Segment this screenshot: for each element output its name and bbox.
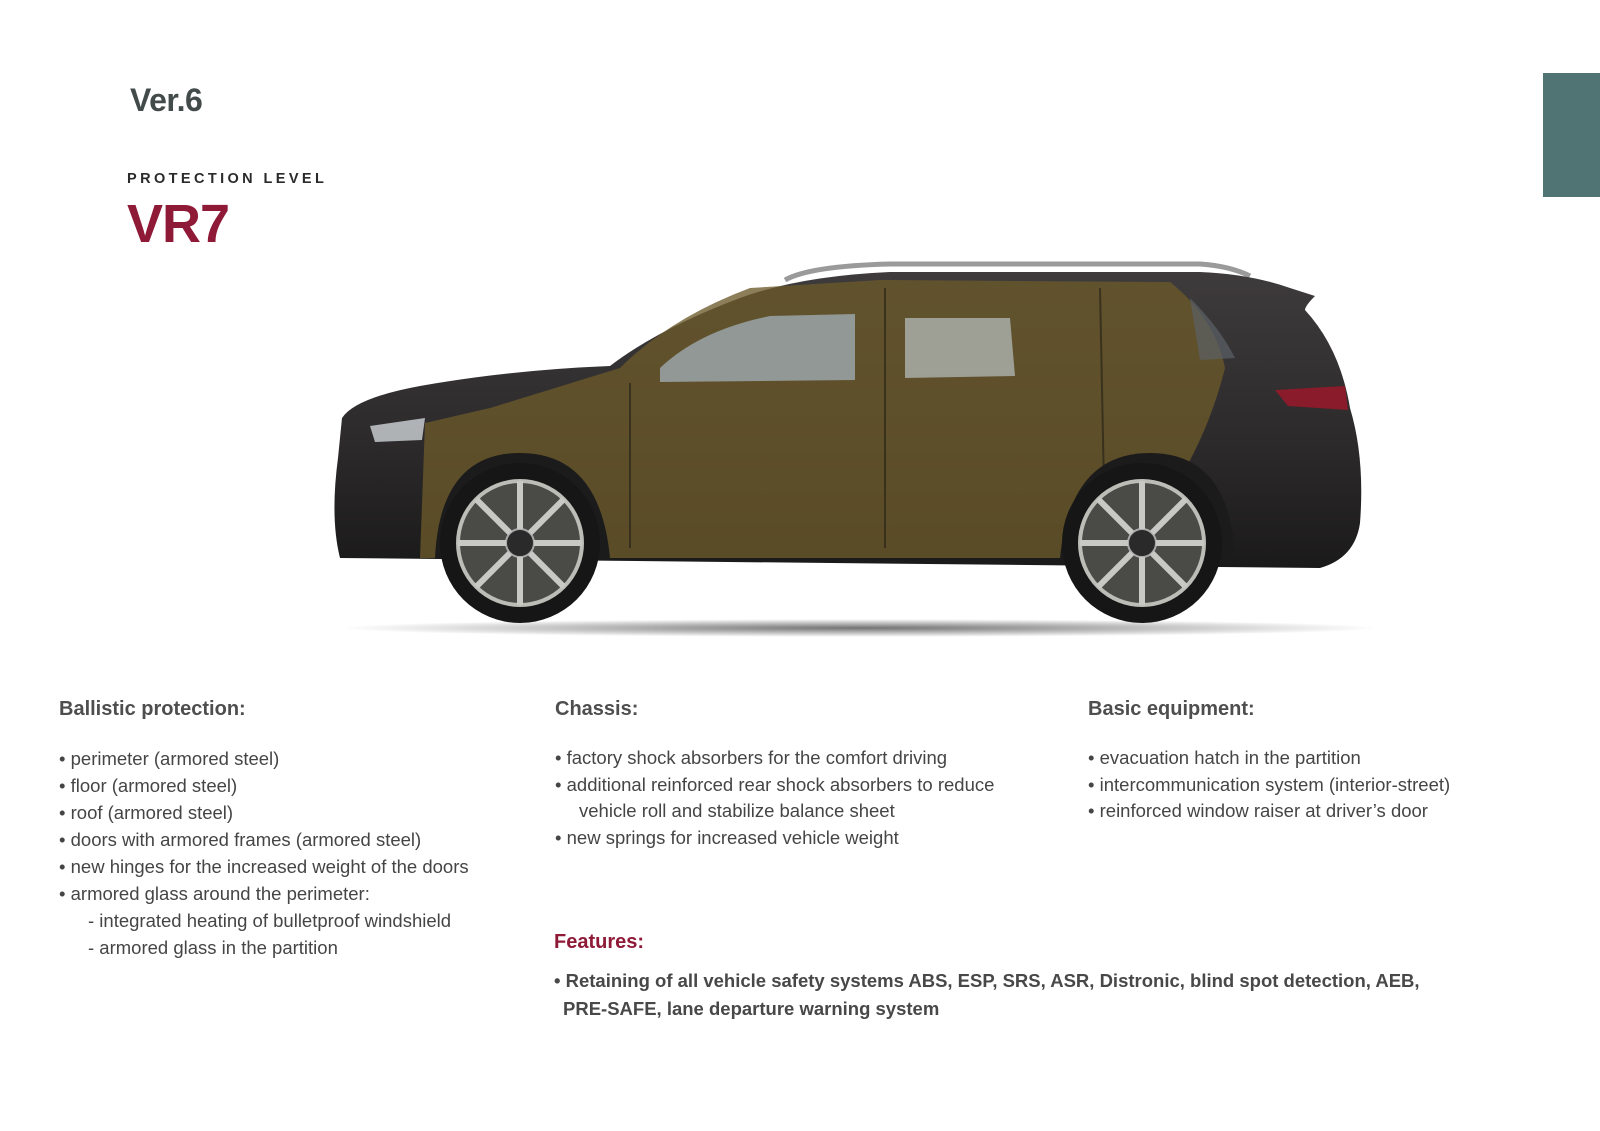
basic-equipment-title: Basic equipment: xyxy=(1088,698,1255,720)
list-item: • additional reinforced rear shock absorbers to reduce xyxy=(555,773,995,795)
armored-suv-illustration xyxy=(330,258,1400,648)
list-item: • doors with armored frames (armored steel) xyxy=(59,829,422,850)
list-item: • armored glass around the perimeter: xyxy=(59,883,370,904)
version-label: Ver.6 xyxy=(130,82,203,118)
side-accent-tab xyxy=(1543,73,1600,197)
list-item: • new springs for increased vehicle weight xyxy=(555,826,899,848)
list-item: • new hinges for the increased weight of the doors xyxy=(59,856,469,877)
protection-level-value: VR7 xyxy=(127,194,230,254)
list-item: • roof (armored steel) xyxy=(59,802,234,823)
list-item: • reinforced window raiser at driver’s door xyxy=(1088,800,1428,821)
ballistic-protection-section xyxy=(59,697,469,961)
protection-level-label: PROTECTION LEVEL xyxy=(127,171,328,187)
features-text-continuation: PRE-SAFE, lane departure warning system xyxy=(563,998,940,1019)
features-title: Features: xyxy=(554,931,645,953)
basic-equipment-section xyxy=(1088,697,1450,825)
list-item: • floor (armored steel) xyxy=(59,775,238,796)
list-item: • evacuation hatch in the partition xyxy=(1088,747,1361,768)
features-text: • Retaining of all vehicle safety systems ABS, ESP, SRS, ASR, Distronic, blind spot detection, AEB, xyxy=(554,970,1420,991)
list-item: • intercommunication system (interior-street) xyxy=(1088,773,1451,795)
list-subitem: - integrated heating of bulletproof windshield xyxy=(88,910,452,931)
features-section xyxy=(554,931,1420,1023)
list-item: • factory shock absorbers for the comfort driving xyxy=(555,747,948,768)
ballistic-protection-title: Ballistic protection: xyxy=(59,698,246,720)
list-item: • perimeter (armored steel) xyxy=(59,748,280,769)
list-subitem: - armored glass in the partition xyxy=(88,937,338,958)
chassis-title: Chassis: xyxy=(555,698,639,720)
list-item-continuation: vehicle roll and stabilize balance sheet xyxy=(579,800,895,821)
chassis-section xyxy=(555,697,994,851)
